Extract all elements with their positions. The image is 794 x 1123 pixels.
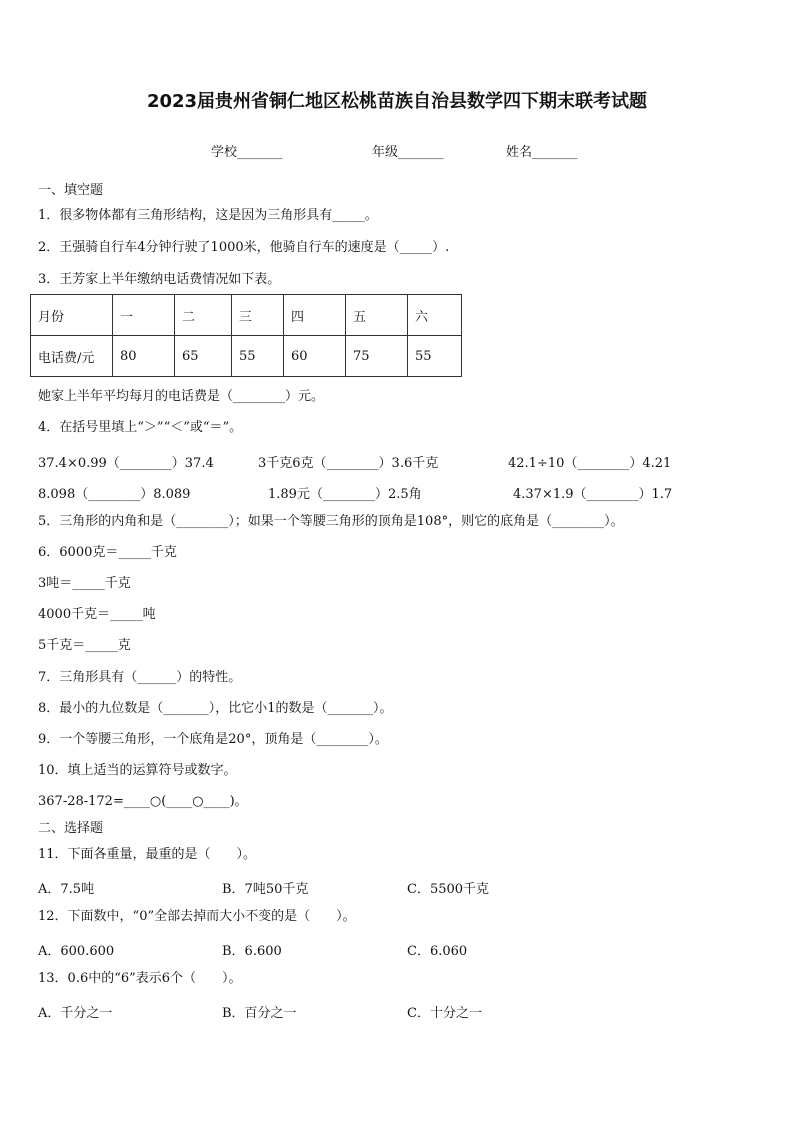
table-header-row — [31, 295, 462, 336]
question-3: 3．王芳家上半年缴纳电话费情况如下表。 — [38, 272, 281, 287]
phone-fee-table — [30, 294, 462, 377]
q4-item: 37.4×0.99（________）37.4 — [38, 456, 214, 471]
section-choice-heading: 二、选择题 — [38, 821, 104, 836]
table-cell: 五 — [346, 295, 408, 336]
question-5: 5．三角形的内角和是（________）；如果一个等腰三角形的顶角是108°，则它的底角是（________）。 — [38, 514, 624, 529]
q4-item: 3千克6克（________）3.6千克 — [258, 456, 439, 471]
q12-option-a: A．600.600 — [38, 944, 115, 959]
school-field: 学校_______ — [211, 145, 283, 160]
table-cell: 75 — [346, 336, 408, 377]
question-10-b: 367-28-172=____○(____○____)。 — [38, 794, 248, 809]
table-cell: 一 — [113, 295, 175, 336]
page-title: 2023届贵州省铜仁地区松桃苗族自治县数学四下期末联考试题 — [146, 91, 648, 112]
question-12: 12．下面数中，“0”全部去掉而大小不变的是（ ）。 — [38, 909, 356, 924]
table-row — [31, 336, 462, 377]
q4-item: 42.1÷10（________）4.21 — [508, 456, 672, 471]
table-cell: 55 — [232, 336, 284, 377]
q11-option-b: B．7吨50千克 — [222, 882, 309, 897]
q4-item: 4.37×1.9（________）1.7 — [513, 487, 673, 502]
table-cell: 65 — [175, 336, 232, 377]
section-fill-heading: 一、填空题 — [38, 183, 104, 198]
table-cell: 四 — [284, 295, 346, 336]
name-field: 姓名_______ — [506, 145, 578, 160]
question-6-c: 4000千克＝_____吨 — [38, 607, 156, 622]
question-6-d: 5千克＝_____克 — [38, 638, 131, 653]
q12-option-c: C．6.060 — [407, 944, 468, 959]
question-3-follow: 她家上半年平均每月的电话费是（________）元。 — [38, 389, 325, 404]
table-cell: 月份 — [31, 295, 113, 336]
question-6-b: 3吨＝_____千克 — [38, 576, 131, 591]
q13-option-a: A．千分之一 — [38, 1006, 113, 1021]
q12-option-b: B．6.600 — [222, 944, 282, 959]
table-cell: 三 — [232, 295, 284, 336]
question-10: 10．填上适当的运算符号或数字。 — [38, 763, 237, 778]
q11-option-c: C．5500千克 — [407, 882, 490, 897]
question-7: 7．三角形具有（______）的特性。 — [38, 670, 242, 685]
question-2: 2．王强骑自行车4分钟行驶了1000米，他骑自行车的速度是（_____）. — [38, 240, 450, 255]
grade-field: 年级_______ — [372, 145, 444, 160]
q11-option-a: A．7.5吨 — [38, 882, 95, 897]
table-cell: 二 — [175, 295, 232, 336]
table-cell: 六 — [408, 295, 462, 336]
question-4: 4．在括号里填上“＞”“＜”或“＝”。 — [38, 420, 243, 435]
question-1: 1．很多物体都有三角形结构，这是因为三角形具有_____。 — [38, 208, 378, 223]
question-6: 6．6000克＝_____千克 — [38, 545, 177, 560]
table-cell: 60 — [284, 336, 346, 377]
table-cell: 80 — [113, 336, 175, 377]
table-cell: 55 — [408, 336, 462, 377]
question-9: 9．一个等腰三角形，一个底角是20°，顶角是（________）。 — [38, 732, 388, 747]
q13-option-b: B．百分之一 — [222, 1006, 297, 1021]
table-cell: 电话费/元 — [31, 336, 113, 377]
q4-item: 1.89元（________）2.5角 — [268, 487, 422, 502]
question-8: 8．最小的九位数是（_______），比它小1的数是（_______）。 — [38, 701, 393, 716]
q13-option-c: C．十分之一 — [407, 1006, 482, 1021]
q4-item: 8.098（________）8.089 — [38, 487, 191, 502]
question-13: 13．0.6中的“6”表示6个（ ）。 — [38, 971, 242, 986]
question-11: 11．下面各重量，最重的是（ ）。 — [38, 847, 257, 862]
